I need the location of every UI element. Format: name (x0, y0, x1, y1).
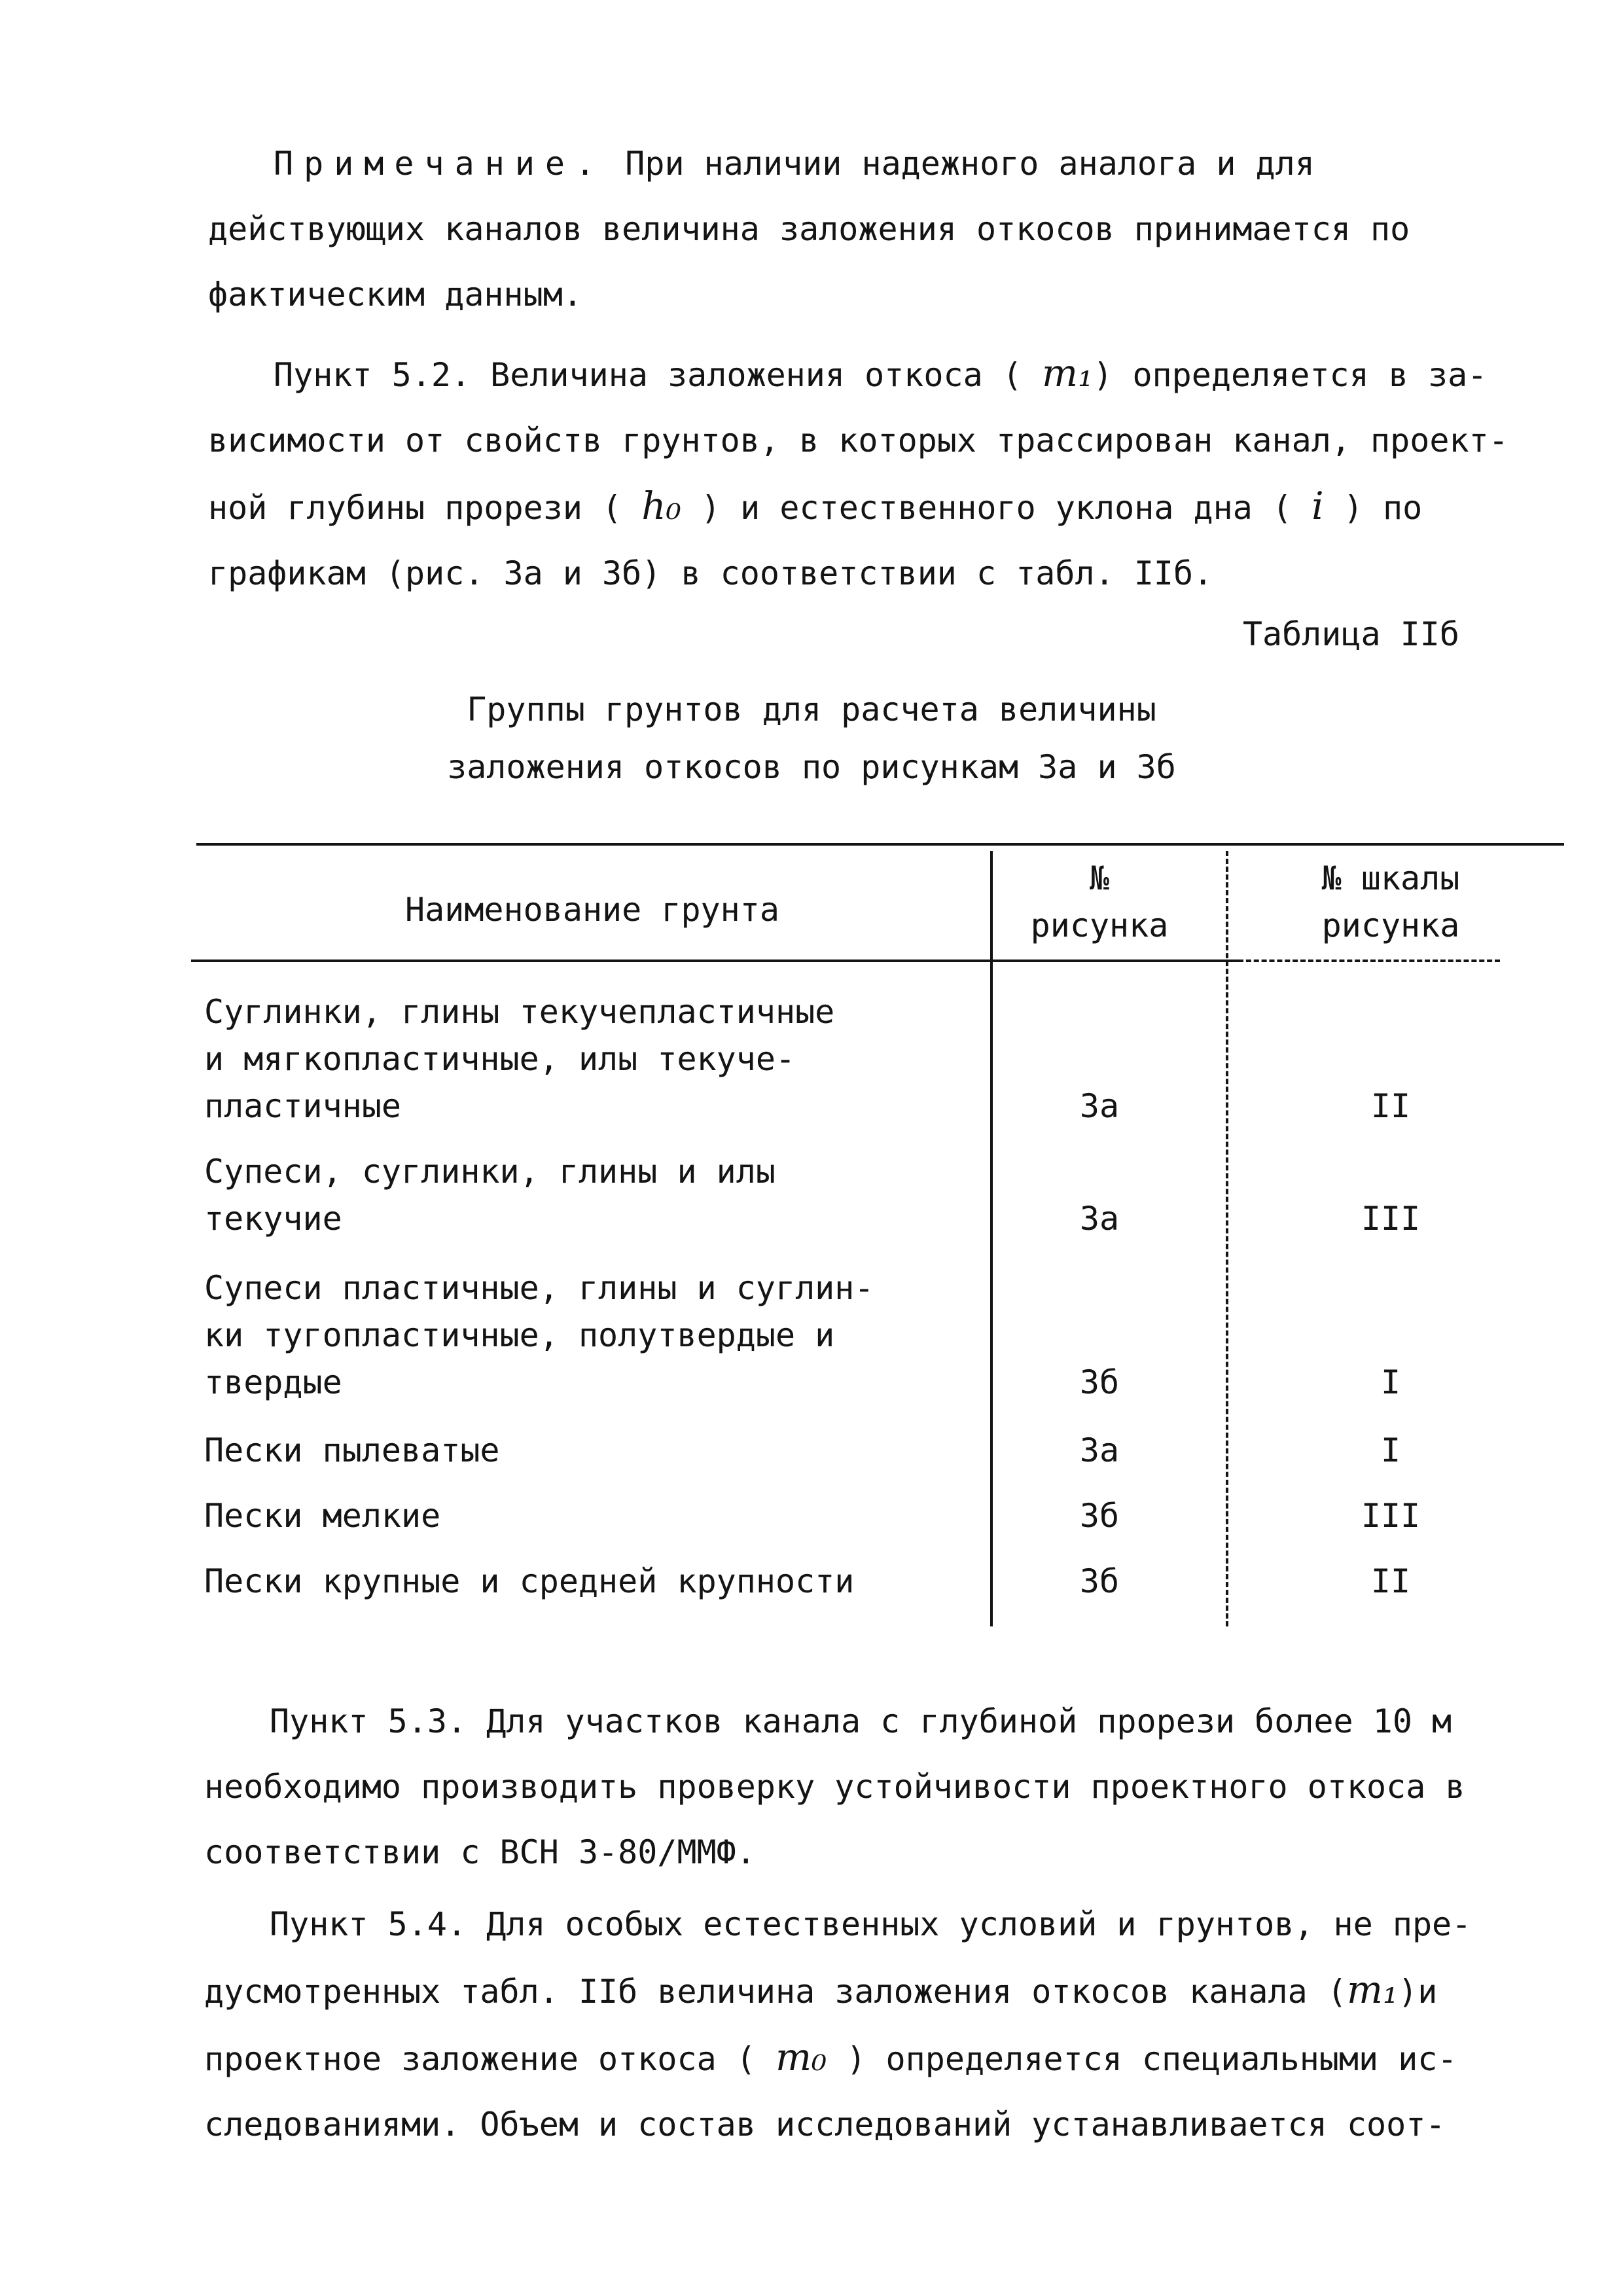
row-soil-name: Пески крупные и средней крупности (204, 1562, 855, 1600)
row-scale: II (1370, 1087, 1411, 1125)
h0-symbol: h₀ (641, 484, 681, 528)
p54-line-4: следованиями. Объем и состав исследований устанавливается соот- (204, 2106, 1446, 2144)
row-figure: 3а (1079, 1087, 1120, 1125)
m1-symbol-2: m₁ (1346, 1967, 1399, 2012)
p52-line-2: висимости от свойств грунтов, в которых трассирован канал, проект- (208, 422, 1508, 459)
header-scale-number: № шкалы рисунка (1321, 859, 1460, 944)
note-line-1 (208, 131, 1510, 196)
row-scale: II (1370, 1562, 1411, 1600)
row-scale: III (1361, 1200, 1421, 1238)
row-scale: III (1361, 1497, 1421, 1535)
p54-line-1: Пункт 5.4. Для особых естественных условий и грунтов, не пре- (270, 1905, 1472, 1943)
note-paragraph (208, 131, 1510, 327)
p53-line-3: соответствии с ВСН 3-80/ММФ. (204, 1833, 756, 1871)
table-label: Таблица IIб (1242, 615, 1459, 653)
row-soil-name: Супеси пластичные, глины и суглин- ки тугопластичные, полутвердые и твердые (204, 1269, 874, 1401)
note-line-3: фактическим данным. (208, 276, 582, 314)
table-col-divider-2 (1226, 851, 1228, 1626)
i-symbol: i (1311, 484, 1324, 528)
p54-line-3: проектное заложение откоса ( m₀ ) определяется специальными ис- (204, 2035, 1457, 2079)
paragraph-5-3 (204, 1689, 1507, 1885)
table-top-rule (196, 843, 1564, 846)
row-scale: I (1380, 1363, 1401, 1401)
row-soil-name: Суглинки, глины текучепластичные и мягкопластичные, илы текуче- пластичные (204, 993, 835, 1125)
table-title-line-1: Группы грунтов для расчета величины (467, 691, 1156, 728)
row-figure: 3б (1079, 1363, 1120, 1401)
row-figure: 3а (1079, 1200, 1120, 1238)
m1-symbol: m₁ (1042, 351, 1094, 395)
table-title-line-2: заложения откосов по рисункам 3а и 3б (447, 748, 1176, 786)
paragraph-5-2 (208, 340, 1510, 606)
row-figure: 3б (1079, 1562, 1120, 1600)
header-figure-number: № рисунка (1030, 859, 1169, 944)
p53-line-1: Пункт 5.3. Для участков канала с глубиной прорези более 10 м (270, 1702, 1452, 1740)
row-soil-name: Пески пылеватые (204, 1431, 500, 1469)
note-text: При наличии надежного аналога и для (625, 145, 1315, 183)
note-line-2: действующих каналов величина заложения откосов принимается по (208, 210, 1410, 248)
header-soil-name: Наименование грунта (405, 891, 779, 929)
table-header-rule (191, 960, 1238, 962)
note-label: Примечание. (274, 145, 606, 183)
row-figure: 3б (1079, 1497, 1120, 1535)
p52-line-1: Пункт 5.2. Величина заложения откоса ( m₁) определяется в за- (274, 351, 1488, 395)
paragraph-5-4 (204, 1892, 1507, 2157)
table-header-rule-dashed (1238, 960, 1500, 962)
p54-line-2: дусмотренных табл. IIб величина заложения откосов канала (m₁)и (204, 1967, 1438, 2012)
row-soil-name: Пески мелкие (204, 1497, 441, 1535)
m0-symbol: m₀ (775, 2035, 827, 2079)
row-scale: I (1380, 1431, 1401, 1469)
p52-line-3: ной глубины прорези ( h₀ ) и естественного уклона дна ( i ) по (208, 484, 1423, 528)
p52-line-4: графикам (рис. 3а и 3б) в соответствии с табл. IIб. (208, 554, 1213, 592)
row-figure: 3а (1079, 1431, 1120, 1469)
table-col-divider-1 (990, 851, 993, 1626)
row-soil-name: Супеси, суглинки, глины и илы текучие (204, 1153, 776, 1238)
p53-line-2: необходимо производить проверку устойчивости проектного откоса в (204, 1768, 1465, 1806)
